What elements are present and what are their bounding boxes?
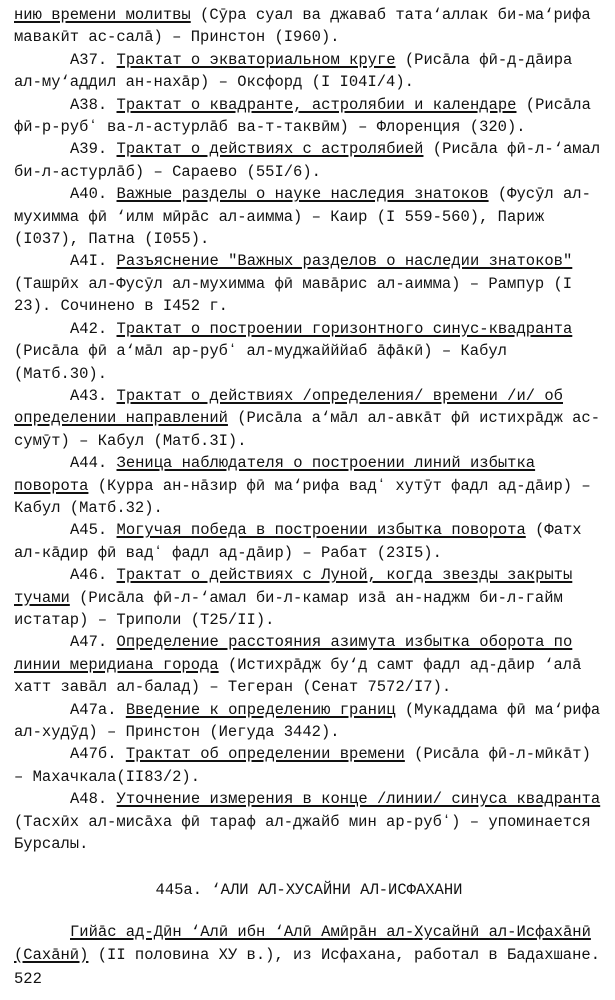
biography-paragraph xyxy=(14,921,604,966)
entry-number: А45. xyxy=(70,521,117,540)
entry-number: А47б. xyxy=(70,745,126,764)
entry-a47b xyxy=(14,743,604,788)
entry-description: (Мукаддама фӣ ма‘рифа ал-худӯд) – Принстон (Иегуда 3442). xyxy=(14,700,601,741)
entry-number: А47. xyxy=(70,633,117,652)
entry-number: А4I. xyxy=(70,252,117,271)
person-name: Гийāс ад-Дӣн ‘Алӣ ибн ‘Алӣ Амӣрāн ал-Хусайнӣ ал-Исфахāнӣ xyxy=(70,923,591,942)
entry-number: А47а. xyxy=(70,700,126,719)
entry-description: (Рисāла фӣ-л-мӣкāт) – Махачкала(II83/2). xyxy=(14,745,591,786)
entry-a42 xyxy=(14,318,604,385)
entry-number: А38. xyxy=(70,95,117,114)
entry-description: (Ташрӣх ал-Фусӯл ал-мухимма фӣ мавāрис ал-аимма) – Рампур (I 23). Сочинено в I452 г. xyxy=(14,274,573,316)
entry-a47a xyxy=(14,699,604,744)
entry-number: А39. xyxy=(70,140,117,159)
entry-number: А42. xyxy=(70,319,117,338)
entry-a45 xyxy=(14,519,604,564)
entry-description: (Истихрāдж бу‘д самт фадл ад-дāир ‘алā хатт завāл ал-балад) – Тегеран (Сенат 7572/I7). xyxy=(14,655,582,697)
entry-title: Трактат о действиях /определения/ времени /и/ об определении направлений xyxy=(14,386,563,428)
entry-a47 xyxy=(14,631,604,698)
entry-description: (Рисāла фӣ-д-дāира ал-му‘аддил ан-нахāр) – Оксфорд (I I04I/4). xyxy=(14,50,573,92)
entry-title: Трактат о экваториальном круге xyxy=(116,50,396,69)
entry-number: А43. xyxy=(70,386,117,405)
entry-description: (Рисāла фӣ-л-‘амал би-л-камар изā ан-наджм би-л-гайм истатар) – Триполи (Т25/II). xyxy=(14,588,563,629)
entry-description: (Тасхӣх ал-мисāха фӣ тараф ал-джайб мин ар-рубʻ) – упоминается Бурсалы. xyxy=(14,812,591,854)
biography-text: (II половина ХУ в.), из Исфахана, работал в Бадахшане. xyxy=(88,945,601,964)
entry-a46 xyxy=(14,564,604,631)
entry-description: (Курра ан-нāзир фӣ ма‘рифа вадʻ хутӯт фадл ад-дāир) – Кабул (Матб.32). xyxy=(14,476,591,517)
entry-a41 xyxy=(14,250,604,317)
entry-a37 xyxy=(14,49,604,94)
entry-title: Трактат о действиях с астролябией xyxy=(116,140,424,159)
entry-description: (Сӯра суал ва джаваб тата‘аллак би-ма‘рифа мавакӣт ас-салā) – Принстон (I960). xyxy=(14,6,591,47)
entry-title: Разъяснение "Важных разделов о наследии знатоков" xyxy=(116,252,573,271)
entry-number: А48. xyxy=(70,790,117,809)
entry-title: Трактат о действиях с Луной, когда звезды закрыты тучами xyxy=(14,566,573,607)
entry-title: Зеница наблюдателя о построении линий избытка поворота xyxy=(14,454,536,495)
entry-a43 xyxy=(14,385,604,452)
entry-a39 xyxy=(14,138,604,183)
entry-description: (Рисāла фӣ-р-рубʻ ва-л-астурлāб ва-т-таквӣм) – Флоренция (320). xyxy=(14,95,591,137)
page-number: 522 xyxy=(14,970,42,988)
entry-description: (Фатх ал-кāдир фӣ вадʻ фадл ад-дāир) – Рабат (23I5). xyxy=(14,521,582,562)
document-page xyxy=(14,4,604,966)
entry-number: А37. xyxy=(70,50,117,69)
entry-title: Уточнение измерения в конце /линии/ синуса квадранта xyxy=(116,790,601,809)
entry-title: нию времени молитвы xyxy=(14,6,191,24)
entry-a48 xyxy=(14,788,604,855)
entry-number: А40. xyxy=(70,185,117,204)
entry-description: (Рисāла фӣ-л-‘амал би-л-астурлāб) – Сараево (55I/6). xyxy=(14,140,601,181)
entry-title: Важные разделы о науке наследия знатоков xyxy=(116,185,489,204)
section-heading: 445а. ‘АЛИ АЛ-ХУСАЙНИ АЛ-ИСФАХАНИ xyxy=(155,881,463,900)
entry-title: Могучая победа в построении избытка поворота xyxy=(116,521,526,540)
entry-a44 xyxy=(14,452,604,519)
entry-a38 xyxy=(14,94,604,139)
entry-title: Определение расстояния азимута избытка оборота по линии меридиана города xyxy=(14,633,573,674)
entry-title: Трактат о построении горизонтного синус-квадранта xyxy=(116,319,573,338)
entry-number: А46. xyxy=(70,566,117,585)
entry-a40 xyxy=(14,183,604,250)
entry-number: А44. xyxy=(70,454,117,473)
entry-continuation xyxy=(14,4,604,49)
entry-title: Введение к определению границ xyxy=(125,700,396,719)
entry-description: (Фусӯл ал-мухимма фӣ ‘илм мӣрāс ал-аимма) – Каир (I 559-560), Париж (I037), Патна (I055). xyxy=(14,185,591,249)
person-nisba: (Сахāнӣ) xyxy=(14,945,89,964)
entry-title: Трактат об определении времени xyxy=(125,745,405,764)
entry-description: (Рисāла а‘мāл ал-авкāт фӣ истихрāдж ас-сумӯт) – Кабул (Матб.3I). xyxy=(14,409,600,450)
entry-description: (Рисāла фӣ а‘мāл ар-рубʻ ал-муджайййаб āфāкӣ) – Кабул (Матб.30). xyxy=(14,342,507,383)
entry-title: Трактат о квадранте, астролябии и календаре xyxy=(116,95,517,114)
